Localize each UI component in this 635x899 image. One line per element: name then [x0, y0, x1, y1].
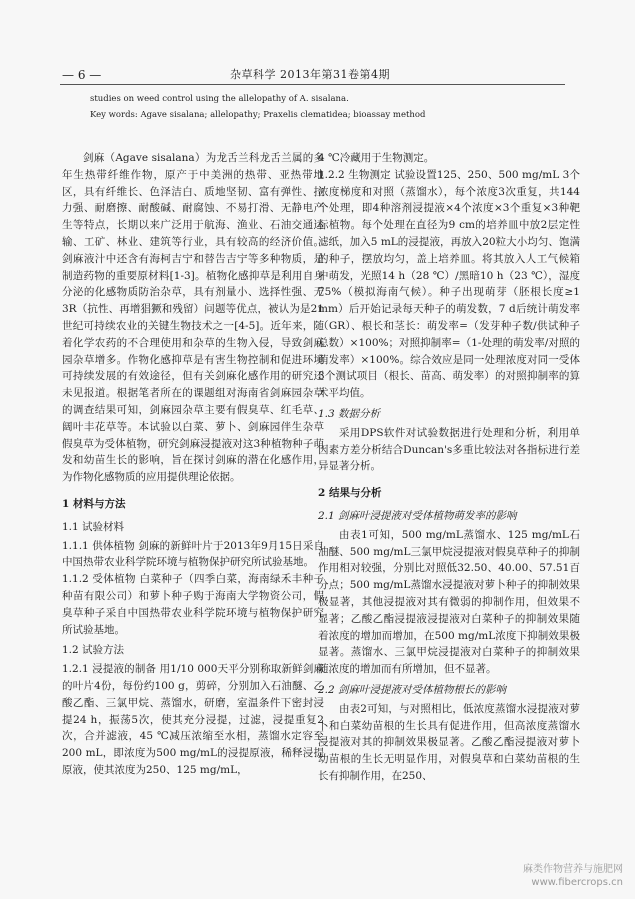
- section-1-2-heading: 1.2 试验方法: [62, 644, 125, 657]
- paragraph-1-1-2: 1.1.2 受体植物 白菜种子（四季白菜，海南绿禾丰种子种苗有限公司）和萝卜种子购于海南大学物资公司，假臭草种子采自中国热带农业科学院环境与植物保护研究所试验基地。: [62, 573, 324, 636]
- paragraph-2-2: 由表2可知，与对照相比，低浓度蒸馏水浸提液对萝卜和白菜幼苗根的生长具有促进作用，但高浓度蒸馏水浸提液对其的抑制效果极显著。乙酸乙酯浸提液对萝卜幼苗根的生长无明显作用，对假臭草和白菜幼苗根的生长有抑制作用，在250、: [318, 702, 580, 782]
- paragraph-continued: 4 ℃冷藏用于生物测定。: [318, 152, 435, 164]
- english-keywords: Key words: Agave sisalana; allelopathy; Praxelis clematidea; bioassay method: [90, 110, 426, 120]
- paragraph-1-3: 采用DPS软件对试验数据进行处理和分析，利用单因素方差分析结合Duncan's多重比较法对各指标进行差异显著分析。: [318, 426, 580, 473]
- paragraph-1-2-2: 1.2.2 生物测定 试验设置125、250、500 mg/mL 3个浓度梯度和对照（蒸馏水），每个浓度3次重复，共144个处理，即4种溶剂浸提液×4个浓度×3个重复×3种靶标植物。每个处理在直径为9 cm的培养皿中放2层定性滤纸，加入5 mL的浸提液，再放入20粒大小均匀、饱满的种子，摆放均匀，盖上培养皿。将其放入人工气候箱中萌发，光照14 h（28 ℃）/黑暗10 h（23 ℃），湿度75%（模拟海南气候）。种子出现萌芽（胚根长度≥1 mm）后开始记录每天种子的萌发数，7 d后统计萌发率（GR）、根长和茎长：萌发率=（发芽种子数/供试种子总数）×100%；对照抑制率=（1-处理的萌发率/对照的萌发率）×100%。综合效应是同一处理浓度对同一受体3个测试项目（根长、苗高、萌发率）的对照抑制率的算术平均值。: [318, 168, 580, 400]
- right-column: [318, 150, 580, 785]
- header-rule: [60, 84, 565, 85]
- paragraph-1-1-1: 1.1.1 供体植物 剑麻的新鲜叶片于2013年9月15日采自中国热带农业科学院环境与植物保护研究所试验基地。: [62, 539, 324, 569]
- section-1-heading: 1 材料与方法: [62, 497, 126, 510]
- page-number: — 6 —: [62, 68, 102, 82]
- journal-header: 杂草科学 2013年第31卷第4期: [230, 68, 390, 81]
- site-watermark: [523, 863, 623, 889]
- paragraph-2-1: 由表1可知，500 mg/mL蒸馏水、125 mg/mL石油醚、500 mg/mL三氯甲烷浸提液对假臭草种子的抑制作用相对较强，分别比对照低32.50、40.00、57.51百分点；500 mg/mL蒸馏水浸提液对萝卜种子的抑制效果极显著，其他浸提液对其有微弱的抑制作用，但效果不显著；乙酸乙酯浸提液浸提液对白菜种子的抑制效果随着浓度的增加而增加，在500 mg/mL浓度下抑制效果极显著。蒸馏水、三氯甲烷浸提液对白菜种子的抑制效果随浓度的增加而有所增加，但不显著。: [318, 528, 580, 676]
- intro-paragraph: 剑麻（Agave sisalana）为龙舌兰科龙舌兰属的多年生热带纤维作物，原产于中美洲的热带、亚热带地区，具有纤维长、色泽洁白、质地坚韧、富有弹性、拉力强、耐磨擦、耐酸碱、耐腐蚀、不易打滑、无静电产生等特点，长期以来广泛用于航海、渔业、石油交通运输、工矿、林业、建筑等行业，具有较高的经济价值。剑麻液汁中还含有海柯吉宁和替告吉宁等多种物质，是制造药物的重要原材料[1-3]。植物化感抑草是利用自身分泌的化感物质防治杂草，具有剂量小、选择性强、无3R（抗性、再增猖獗和残留）问题等优点，被认为是21世纪可持续农业的关键生物技术之一[4-5]。近年来，随着化学农药的不合理使用和杂草的生物入侵，导致剑麻园杂草增多。作物化感抑草是有害生物控制和促进环境可持续发展的有效途径，但有关剑麻化感作用的研究还未见报道。根据笔者所在的课题组对海南省剑麻园杂草的调查结果可知，剑麻园杂草主要有假臭草、红毛草、阔叶丰花草等。本试验以白菜、萝卜、剑麻园伴生杂草假臭草为受体植物，研究剑麻浸提液对这3种植物种子萌发和幼苗生长的影响，旨在探讨剑麻的潜在化感作用，为作物化感物质的应用提供理论依据。: [62, 152, 324, 484]
- section-1-3-heading: 1.3 数据分析: [318, 407, 381, 420]
- watermark-line-1: 麻类作物营养与施肥网: [523, 864, 623, 875]
- watermark-line-2: www.fibercrops.cn: [531, 877, 623, 888]
- section-2-2-heading: 2.2 剑麻叶浸提液对受体植物根长的影响: [318, 683, 507, 696]
- paragraph-1-2-1: 1.2.1 浸提液的制备 用1/10 000天平分别称取新鲜剑麻的叶片4份，每份约100 g，剪碎，分别加入石油醚、乙酸乙酯、三氯甲烷、蒸馏水，研磨，室温条件下密封浸提24 h，振荡5次，使其充分浸提，过滤，浸提重复2次，合并滤液，45 ℃减压浓缩至水相，蒸馏水定容至200 mL，即浓度为500 mg/mL的浸提原液，稀释浸提原液，使其浓度为250、125 mg/mL，: [62, 663, 324, 776]
- left-column: [62, 150, 324, 779]
- section-2-heading: 2 结果与分析: [318, 487, 382, 500]
- section-2-1-heading: 2.1 剑麻叶浸提液对受体植物萌发率的影响: [318, 509, 517, 522]
- section-1-1-heading: 1.1 试验材料: [62, 520, 125, 533]
- english-abstract-tail: studies on weed control using the allelopathy of A. sisalana.: [90, 94, 349, 104]
